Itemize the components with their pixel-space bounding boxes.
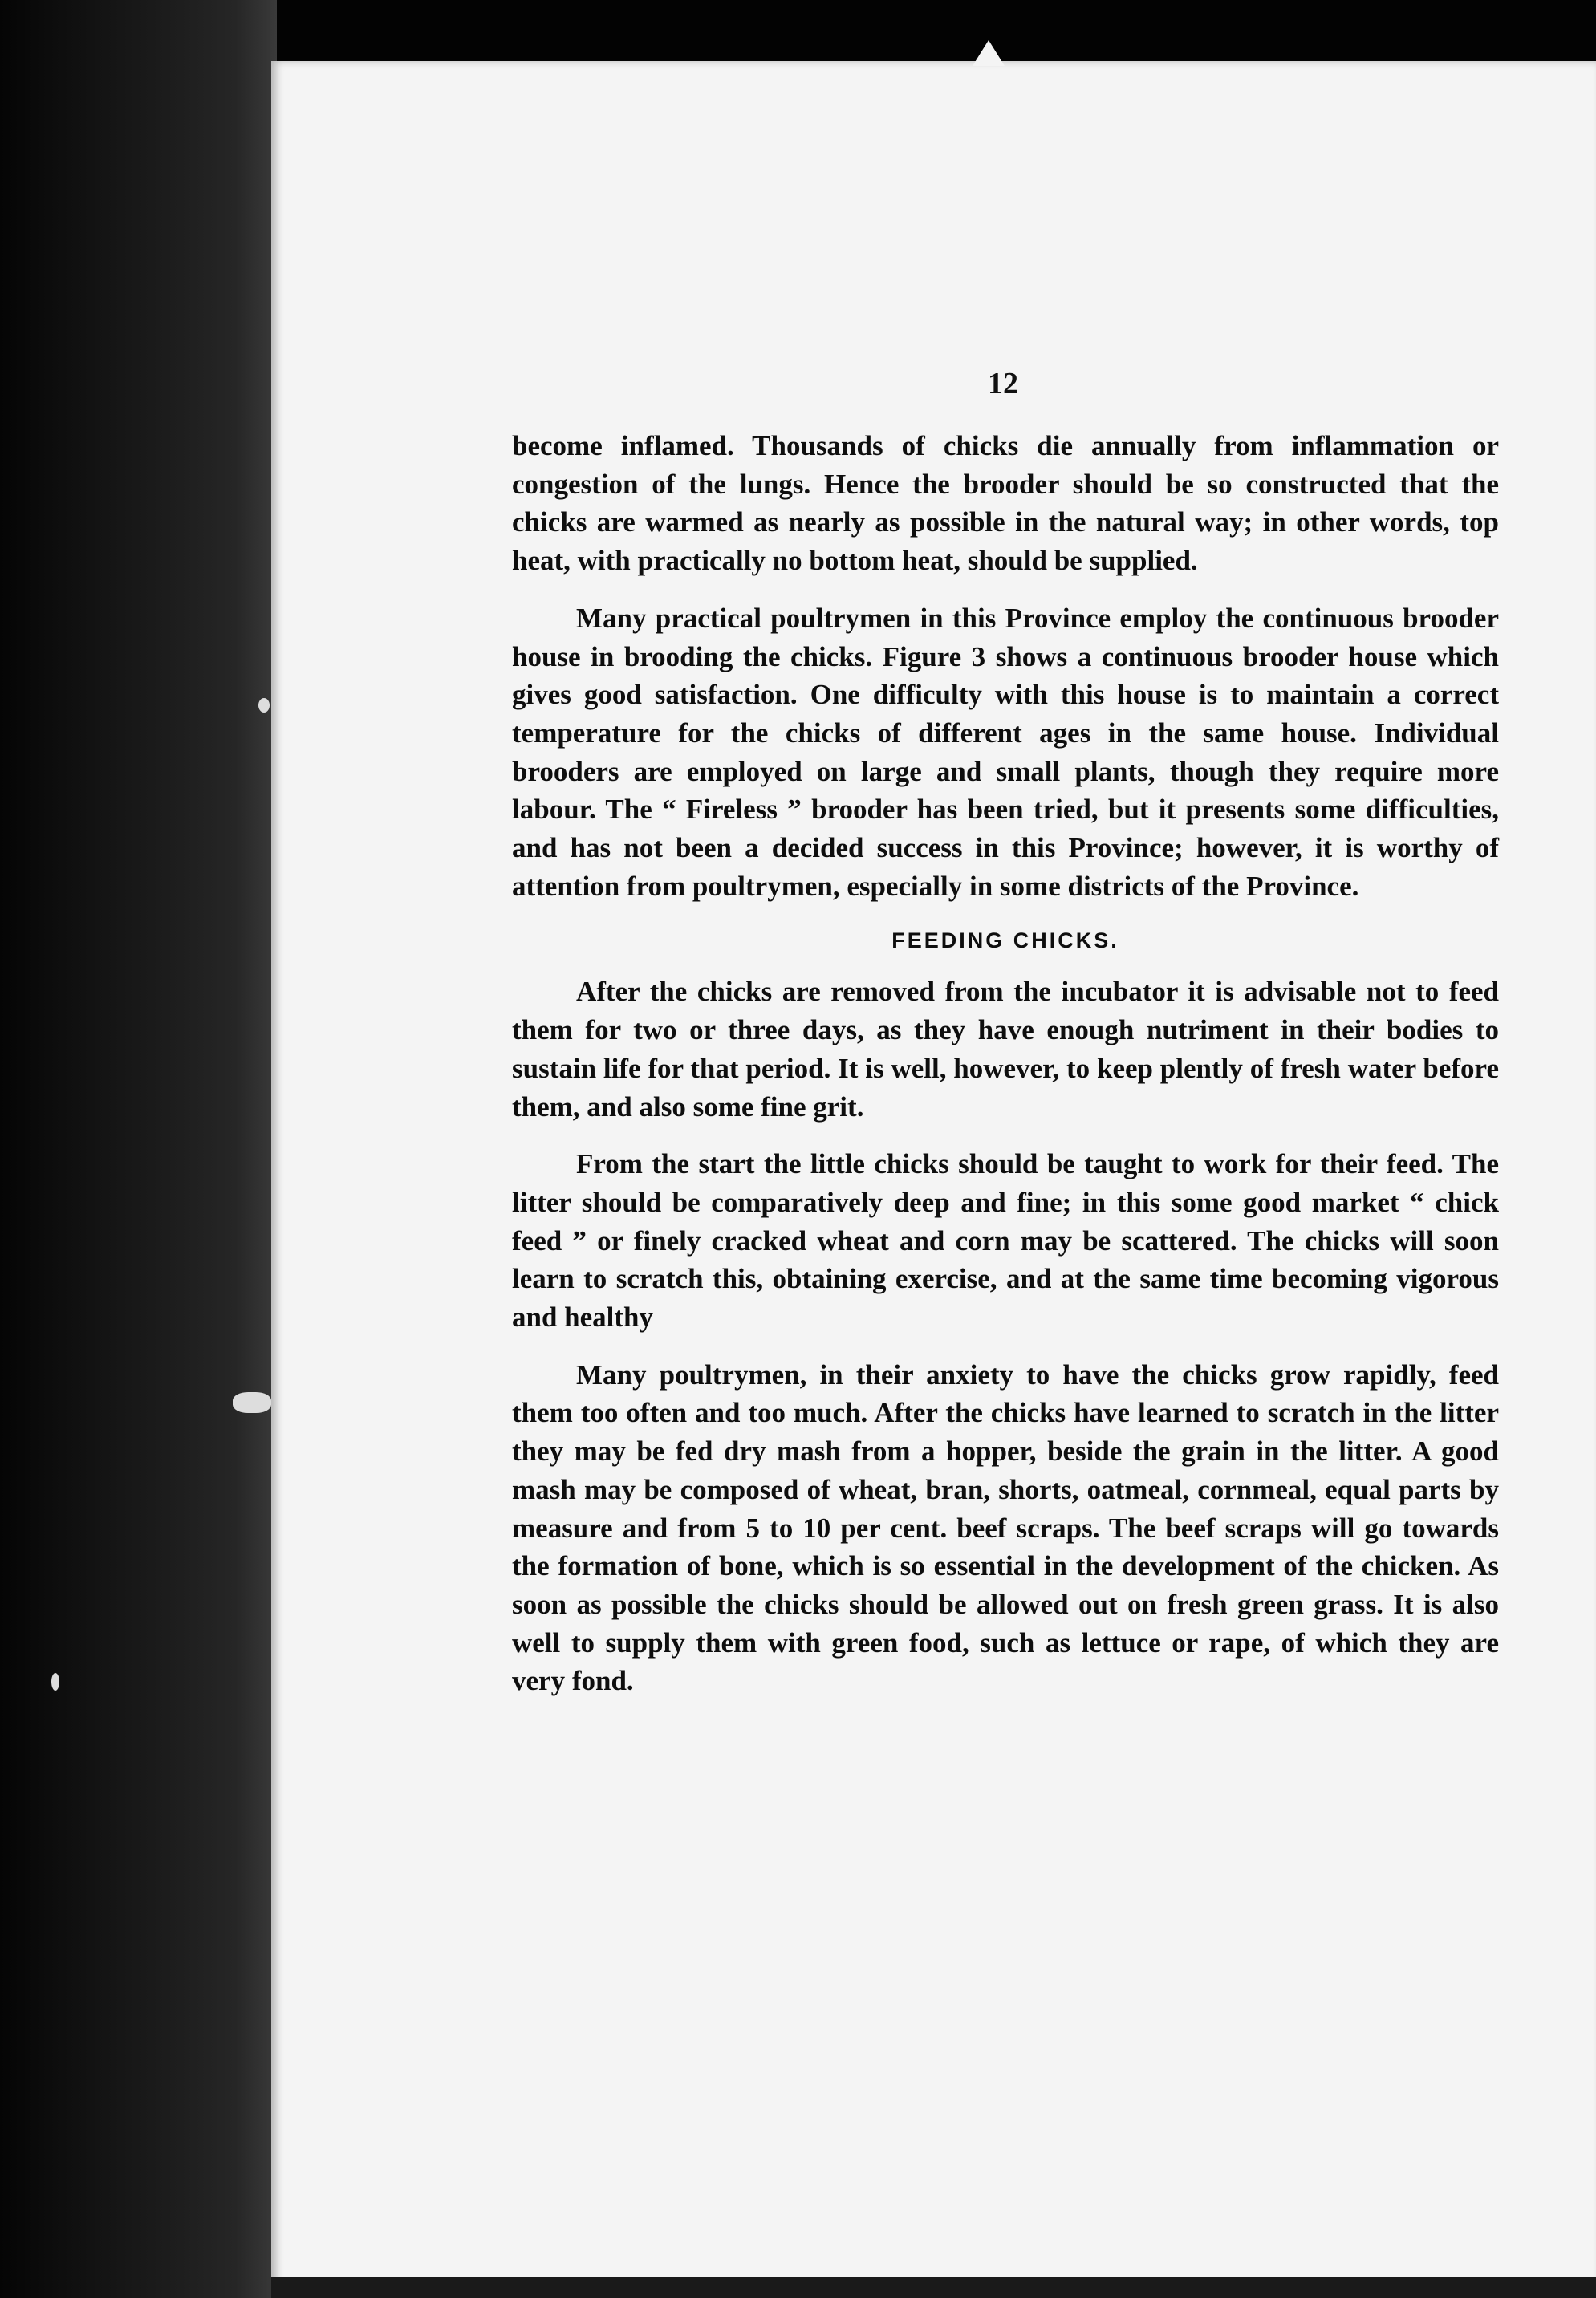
scan-speck (258, 698, 270, 713)
body-text (512, 427, 1499, 1719)
scan-speck (51, 1673, 59, 1691)
scan-background-left (0, 0, 277, 2298)
scan-speck (233, 1392, 271, 1413)
paragraph-first-feeding: After the chicks are removed from the incubator it is advisable not to feed them for two or three days, as they have enough nutriment in their bodies to sustain life for that period. It is well, however, to keep plently of fresh water before them, and also some fine grit. (512, 976, 1499, 1123)
page-notch (973, 40, 1005, 66)
section-heading: FEEDING CHICKS. (891, 928, 1119, 953)
page-bottom-edge (271, 2277, 1596, 2298)
page-number: 12 (988, 367, 1018, 400)
paragraph-litter: From the start the little chicks should be taught to work for their feed. The litter should be comparatively deep and fine; in this some good market “ chick feed ” or finely cracked wheat and corn may be scattered. The chicks will soon learn to scratch this, obtaining exercise, and at the same time becoming vigorous and healthy (512, 1148, 1499, 1334)
paragraph-brooder-house: Many practical poultrymen in this Province employ the continuous brooder house in brooding the chicks. Figure 3 shows a continuous brooder house which gives good satisfaction. One difficulty with this house is to maintain a correct temperature for the chicks of different ages in the same house. Individual brooders are employed on large and small plants, though they require more labour. The “ Fireless ” brooder has been tried, but it presents some difficulties, and has not been a decided success in this Province; however, it is worthy of attention from poultrymen, especially in some districts of the Province. (512, 602, 1499, 902)
paragraph-mash: Many poultrymen, in their anxiety to have the chicks grow rapidly, feed them too often and too much. After the chicks have learned to scratch in the litter they may be fed dry mash from a hopper, beside the grain in the litter. A good mash may be composed of wheat, bran, shorts, oatmeal, cornmeal, equal parts by measure and from 5 to 10 per cent. beef scraps. The beef scraps will go towards the formation of bone, which is so essential in the development of the chicken. As soon as possible the chicks should be allowed out on fresh green grass. It is also well to supply them with green food, such as lettuce or rape, of which they are very fond. (512, 1358, 1499, 1697)
paragraph-continued: become inflamed. Thousands of chicks die annually from inflammation or congestion of the lungs. Hence the brooder should be so constructed that the chicks are warmed as nearly as possible in the natural way; in other words, top heat, with practically no bottom heat, should be supplied. (512, 430, 1499, 577)
